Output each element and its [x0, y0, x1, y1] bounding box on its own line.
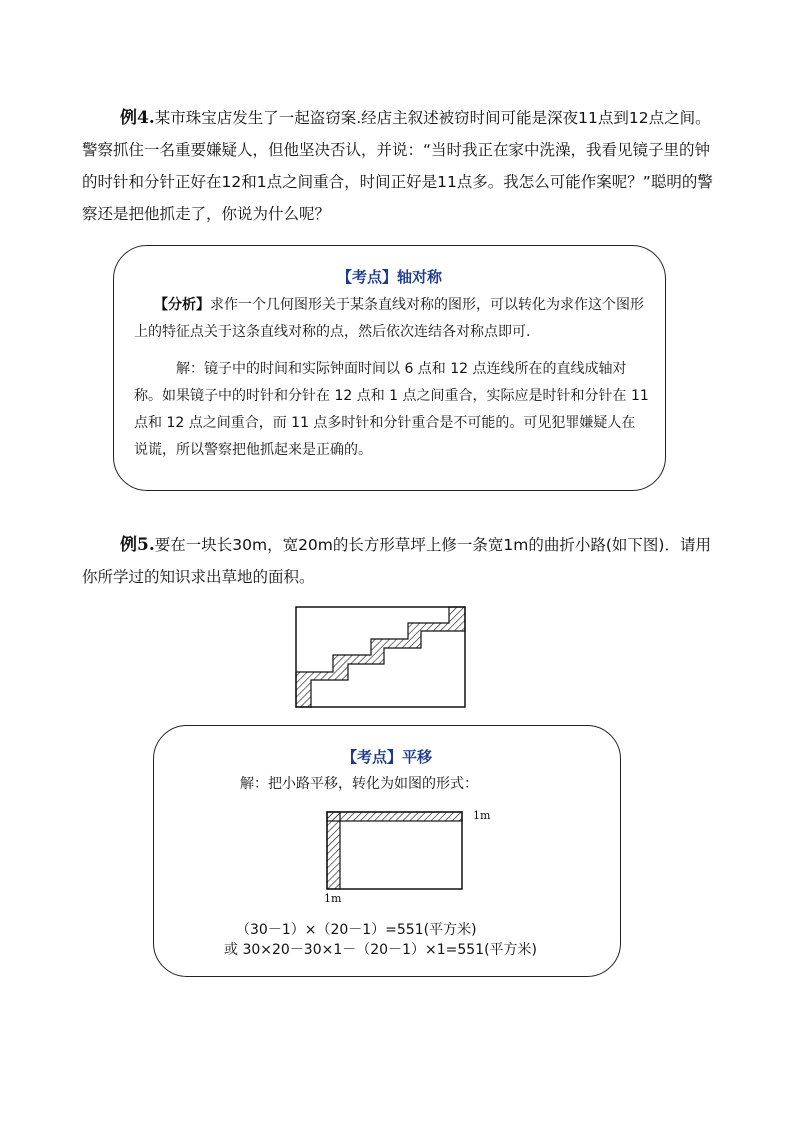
box-2-title: 【考点】平移 — [341, 748, 432, 766]
translated-path-figure — [310, 800, 510, 910]
formula-1: （30－1）×（20－1）=551(平方米) — [236, 922, 477, 938]
answer-box-axis-symmetry — [113, 245, 666, 491]
formula-2: 或 30×20－30×1－（20－1）×1=551(平方米) — [224, 942, 537, 958]
staircase-path-figure — [295, 606, 467, 710]
example-4-text: 某市珠宝店发生了一起盗窃案.经店主叙述被窃时间可能是深夜11点到12点之间。警察抓住一名重要嫌疑人，但他坚决否认，并说：“当时我正在家中洗澡，我看见镜子里的钟的时针和分针正好在12和1点之间重合，时间正好是11点多。我怎么可能作案呢？”聪明的警察还是把他抓走了，你说为什么呢？ — [82, 109, 713, 223]
analysis-tag: 【分析】 — [154, 297, 210, 313]
translation-solution-text: 解：把小路平移，转化为如图的形式： — [240, 776, 478, 792]
analysis-text: 求作一个几何图形关于某条直线对称的图形，可以转化为求作这个图形上的特征点关于这条直线对称的点，然后依次连结各对称点即可. — [134, 297, 644, 340]
solution-text: 解：镜子中的时间和实际钟面时间以 6 点和 12 点连线所在的直线成轴对称。如果镜子中的时针和分针在 12 点和 1 点之间重合，实际应是时针和分针在 11 点和 12 点之间重合，而 11 点多时针和分针重合是不可能的。可见犯罪嫌疑人在说谎，所以警察把他抓起来是正确的。 — [134, 361, 649, 458]
box-1-title: 【考点】轴对称 — [336, 268, 442, 286]
label-1m-top: 1m — [473, 809, 491, 822]
example-5-paragraph — [82, 529, 722, 593]
example-5-label: 例5. — [120, 535, 155, 555]
example-4-label: 例4. — [120, 108, 155, 128]
box-1-solution — [134, 356, 649, 464]
box-2-solution — [240, 771, 478, 798]
label-1m-bottom: 1m — [324, 892, 342, 905]
example-4-paragraph — [82, 102, 722, 230]
example-5-text: 要在一块长30m，宽20m的长方形草坪上修一条宽1m的曲折小路(如下图)．请用你所学过的知识求出草地的面积。 — [82, 536, 711, 586]
box-1-analysis — [134, 292, 649, 346]
